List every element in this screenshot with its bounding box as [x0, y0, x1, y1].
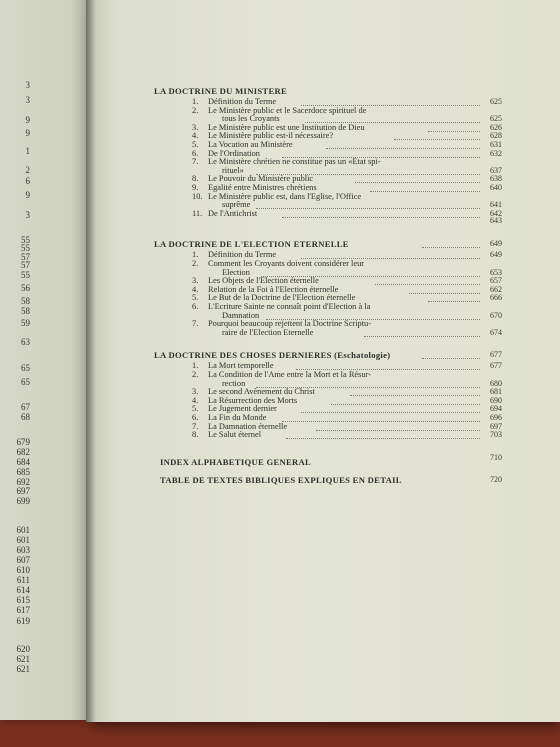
entry-title[interactable]: Pourquoi beaucoup rejettent la Doctrine Scriptu- — [208, 319, 372, 329]
left-page-number: 621 — [16, 654, 30, 664]
entry-number: 11. — [192, 208, 203, 218]
left-page-number: 63 — [21, 337, 30, 347]
entry-number: 3. — [192, 387, 199, 397]
entry-title[interactable]: Le Ministère public et le Sacerdoce spirituel de — [208, 105, 367, 115]
entry-title[interactable]: Définition du Terme — [208, 250, 277, 260]
entry-number: 9. — [192, 183, 199, 192]
entry-title[interactable]: La Vocation au Ministère — [208, 140, 293, 149]
left-page-number: 55 — [21, 235, 30, 245]
entry-page-number: 697 — [490, 421, 502, 431]
section-heading: LA DOCTRINE DU MINISTERE — [154, 86, 288, 96]
left-page-number: 679 — [16, 437, 30, 447]
entry-page-number: 637 — [490, 165, 502, 175]
entry-page-number: 625 — [490, 114, 502, 124]
entry-title[interactable]: Egalité entre Ministres chrétiens — [208, 183, 317, 192]
entry-page-number: 649 — [490, 250, 502, 260]
entry-title[interactable]: rection — [222, 378, 246, 388]
entry-number: 5. — [192, 140, 199, 149]
leader-dots — [428, 301, 480, 302]
entry-number: 4. — [192, 395, 199, 405]
left-page-number: 58 — [21, 306, 30, 316]
index-page-number: 710 — [490, 452, 502, 462]
entry-number: 7. — [192, 421, 199, 431]
entry-title[interactable]: Le Ministère chrétien ne constitue pas un «Etat spi- — [208, 157, 381, 167]
entry-number: 1. — [192, 361, 199, 371]
index-heading[interactable]: INDEX ALPHABETIQUE GENERAL — [160, 456, 312, 467]
entry-number: 2. — [192, 105, 199, 115]
entry-title[interactable]: Le Ministère public est une Institution de Dieu — [208, 122, 365, 132]
section-page-number: 649 — [490, 239, 502, 249]
leader-dots — [375, 284, 480, 285]
entry-number: 10. — [192, 191, 203, 201]
entry-title[interactable]: De l'Antichrist — [208, 208, 258, 218]
entry-page-number: 681 — [490, 387, 502, 397]
entry-title[interactable]: La Fin du Monde — [208, 413, 267, 422]
left-page-number: 601 — [16, 525, 30, 535]
entry-page-number: 690 — [490, 395, 502, 405]
leader-dots — [331, 404, 481, 405]
entry-page-number: 632 — [490, 148, 502, 158]
left-page-number: 57 — [21, 252, 30, 262]
entry-number: 6. — [192, 302, 199, 311]
entry-page-number: 640 — [490, 183, 502, 192]
entry-title[interactable]: Relation de la Foi à l'Election éternelle — [208, 284, 339, 294]
entry-title[interactable]: Le second Avènement du Christ — [208, 387, 315, 397]
left-page-number: 56 — [21, 283, 30, 293]
left-page-number: 9 — [25, 190, 30, 200]
left-page-number: 67 — [21, 402, 30, 412]
entry-page-number: 626 — [490, 122, 502, 132]
entry-title[interactable]: Comment les Croyants doivent considérer leur — [208, 259, 365, 268]
entry-number: 4. — [192, 131, 199, 141]
entry-title[interactable]: Le Ministère public est-il nécessaire? — [208, 131, 334, 141]
section-page-number: 677 — [490, 350, 502, 360]
leader-dots — [350, 395, 480, 396]
entry-title[interactable]: Damnation — [222, 310, 260, 320]
entry-page-number: 641 — [490, 200, 502, 210]
left-page-number: 603 — [16, 545, 30, 555]
entry-title[interactable]: La Damnation éternelle — [208, 421, 288, 431]
right-page — [92, 0, 560, 722]
left-page-number: 601 — [16, 535, 30, 545]
left-page-number: 1 — [25, 146, 30, 156]
leader-dots — [370, 191, 480, 192]
entry-page-number: 696 — [490, 413, 502, 422]
entry-title[interactable]: Le Ministère public est, dans l'Eglise, l'Office — [208, 191, 362, 201]
entry-title[interactable]: Définition du Terme — [208, 97, 277, 106]
entry-page-number: 642 — [490, 208, 502, 218]
entry-title[interactable]: Les Objets de l'Election éternelle — [208, 276, 319, 286]
entry-title[interactable]: rituel» — [222, 165, 244, 175]
entry-number: 7. — [192, 319, 199, 329]
entry-number: 6. — [192, 148, 199, 158]
left-page-number: 65 — [21, 363, 30, 373]
entry-title[interactable]: La Condition de l'Ame entre la Mort et la Résur- — [208, 370, 371, 379]
section-heading: LA DOCTRINE DE L'ELECTION ETERNELLE — [154, 239, 349, 250]
entry-number: 3. — [192, 276, 199, 286]
leader-dots — [256, 208, 480, 209]
entry-number: 5. — [192, 404, 199, 414]
left-page-number: 55 — [21, 270, 30, 280]
left-page-number: 621 — [16, 664, 30, 674]
left-page-numbers — [2, 0, 30, 720]
left-page-number: 684 — [16, 457, 30, 467]
left-page-number: 68 — [21, 412, 30, 422]
left-page-number: 58 — [21, 296, 30, 306]
leader-dots — [422, 358, 480, 359]
table-heading[interactable]: TABLE DE TEXTES BIBLIQUES EXPLIQUES EN DETAIL — [160, 474, 402, 485]
entry-page-number: 670 — [490, 310, 502, 320]
entry-number: 5. — [192, 293, 199, 303]
left-page-number: 57 — [21, 260, 30, 270]
entry-page-number: 662 — [490, 284, 502, 294]
left-page-number: 65 — [21, 377, 30, 387]
entry-title[interactable]: raire de l'Election Eternelle — [222, 327, 314, 337]
entry-page-number: 628 — [490, 131, 502, 141]
entry-number: 1. — [192, 97, 199, 106]
entry-number: 4. — [192, 284, 199, 294]
left-page-number: 617 — [16, 605, 30, 615]
left-page-number: 59 — [21, 318, 30, 328]
leader-dots — [355, 182, 480, 183]
entry-title[interactable]: De l'Ordination — [208, 148, 260, 158]
left-page-number: 615 — [16, 595, 30, 605]
entry-page-number: 631 — [490, 140, 502, 149]
leader-dots — [364, 336, 480, 337]
leader-dots — [428, 131, 480, 132]
entry-title[interactable]: Le Salut éternel — [208, 430, 262, 440]
left-page-number: 614 — [16, 585, 30, 595]
entry-page-number: 666 — [490, 293, 502, 303]
left-page-number: 685 — [16, 467, 30, 477]
entry-title[interactable]: Election — [222, 267, 250, 277]
book-gutter — [86, 0, 96, 722]
left-page-number: 607 — [16, 555, 30, 565]
table-page-number: 720 — [490, 474, 502, 484]
leader-dots — [282, 217, 481, 218]
entry-number: 7. — [192, 157, 199, 167]
entry-title[interactable]: suprême — [222, 200, 251, 210]
entry-number: 2. — [192, 259, 199, 268]
entry-page-number: 694 — [490, 404, 502, 414]
leader-dots — [286, 438, 480, 439]
left-page-number: 692 — [16, 477, 30, 487]
left-page — [0, 0, 88, 720]
leader-dots — [316, 430, 480, 431]
left-page-number: 611 — [16, 575, 30, 585]
entry-title[interactable]: tous les Croyants — [222, 114, 280, 124]
left-page-number: 682 — [16, 447, 30, 457]
entry-page-number: 643 — [490, 216, 502, 226]
left-page-number: 3 — [25, 80, 30, 90]
leader-dots — [394, 139, 480, 140]
entry-page-number: 638 — [490, 174, 502, 184]
entry-title[interactable]: L'Ecriture Sainte ne connaît point d'Election à la — [208, 302, 371, 311]
left-page-number: 6 — [25, 176, 30, 186]
leader-dots — [282, 421, 481, 422]
entry-title[interactable]: La Résurrection des Morts — [208, 395, 298, 405]
left-page-number: 619 — [16, 616, 30, 626]
left-page-number: 610 — [16, 565, 30, 575]
entry-number: 1. — [192, 250, 199, 260]
entry-number: 3. — [192, 122, 199, 132]
entry-number: 6. — [192, 413, 199, 422]
left-page-number: 2 — [25, 165, 30, 175]
left-page-number: 3 — [25, 95, 30, 105]
entry-page-number: 677 — [490, 361, 502, 371]
left-page-number: 55 — [21, 243, 30, 253]
entry-page-number: 625 — [490, 97, 502, 106]
entry-title[interactable]: Le Jugement dernier — [208, 404, 277, 414]
entry-title[interactable]: Le Pouvoir du Ministère public — [208, 174, 314, 184]
entry-page-number: 653 — [490, 267, 502, 277]
entry-number: 2. — [192, 370, 199, 379]
left-page-number: 697 — [16, 486, 30, 496]
leader-dots — [422, 247, 480, 248]
entry-page-number: 674 — [490, 327, 502, 337]
leader-dots — [326, 148, 480, 149]
entry-number: 8. — [192, 174, 199, 184]
entry-number: 8. — [192, 430, 199, 440]
section-heading: LA DOCTRINE DES CHOSES DERNIERES (Eschatologie) — [154, 350, 391, 361]
entry-page-number: 657 — [490, 276, 502, 286]
left-page-number: 9 — [25, 115, 30, 125]
entry-title[interactable]: La Mort temporelle — [208, 361, 274, 371]
entry-page-number: 703 — [490, 430, 502, 440]
leader-dots — [301, 412, 480, 413]
left-page-number: 699 — [16, 496, 30, 506]
entry-title[interactable]: Le But de la Doctrine de l'Election éternelle — [208, 293, 356, 303]
left-page-number: 9 — [25, 128, 30, 138]
left-page-number: 620 — [16, 644, 30, 654]
left-page-number: 3 — [25, 210, 30, 220]
entry-page-number: 680 — [490, 378, 502, 388]
leader-dots — [409, 293, 480, 294]
